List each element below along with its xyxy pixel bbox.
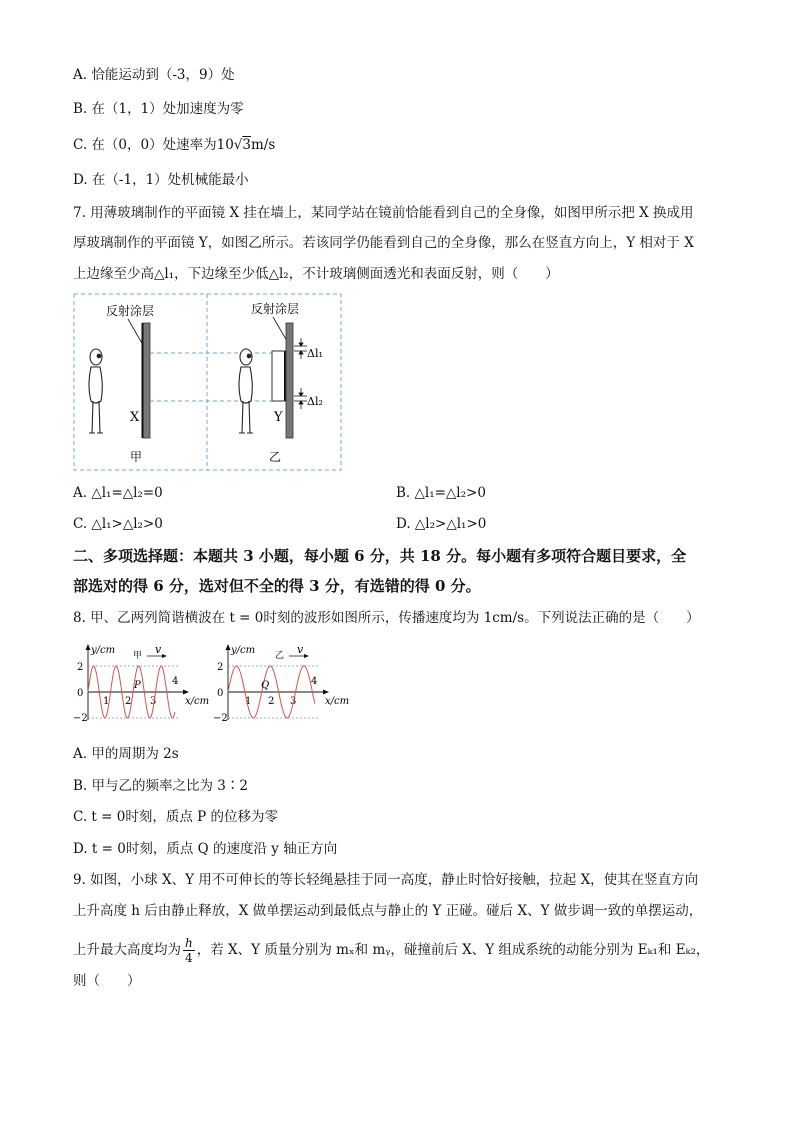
graph-right [213,643,329,724]
tick-x-2-right: 2 [268,696,275,707]
xlabel-right: x/cm [325,696,350,707]
ylabel-right: y/cm [231,645,256,656]
coating-label-left: 反射涂层 [106,304,155,318]
tick-x-2-left: 2 [125,696,132,707]
fraction-numerator: h [185,936,193,950]
mirror-y-label: Y [274,410,283,425]
tick-y-2-left: 2 [77,662,84,673]
q9-stem-line2: 上升高度 h 后由静止释放，X 做单摆运动到最低点与静止的 Y 正碰。碰后 X、Y 做步调一致的单摆运动， [73,903,703,919]
q7-stem-line2: 厚玻璃制作的平面镜 Y，如图乙所示。若该同学仍能看到自己的全身像，那么在竖直方向上，Y 相对于 X [73,235,694,251]
q6-option-c-coef: 10 [216,137,234,153]
tick-x-1-right: 1 [245,696,252,707]
tick-y-2-right: 2 [217,662,224,673]
q6-option-c-radicand: 3 [242,137,251,153]
ylabel-left: y/cm [91,645,116,656]
label-jia: 甲 [133,651,143,661]
q8-option-a: A. 甲的周期为 2s [73,746,179,762]
delta-l2-label: Δl₂ [307,395,323,408]
q9-line3-prefix: 上升最大高度均为 [73,942,181,958]
tick-x-3-right: 3 [290,696,297,707]
q7-option-a: A. △l₁=△l₂=0 [73,485,163,501]
q7-option-b: B. △l₁=△l₂>0 [396,485,486,501]
xlabel-left: x/cm [185,696,210,707]
tick-y-neg2-right: −2 [213,713,228,724]
q7-mirror-figure [73,293,343,473]
section2-heading-line1: 二、多项选择题：本题共 3 小题，每小题 6 分，共 18 分。每小题有多项符合题目要求，全 [73,547,687,565]
mirror-x [143,323,150,438]
fraction-denominator: 4 [185,951,193,965]
coating-pointer-left [128,319,143,345]
q7-stem-line3: 上边缘至少高△l₁，下边缘至少低△l₂，不计玻璃侧面透光和表面反射，则（ ） [73,266,559,282]
person-icon-right [239,349,253,433]
tick-x-1-left: 1 [103,696,110,707]
q6-option-c-text: C. 在（0，0）处速率为 [73,137,217,153]
tick-y-neg2-left: −2 [73,713,88,724]
person-icon-left [89,349,103,433]
delta-l1-label: Δl₁ [307,347,323,360]
point-p-label: P [134,680,141,691]
coating-label-right: 反射涂层 [251,302,300,316]
q6-option-a: A. 恰能运动到（-3，9）处 [73,67,235,83]
q9-stem-line4: 则（ ） [73,973,141,989]
q8-wave-graphs [73,640,363,726]
arrow-right-icon [162,654,167,658]
section2-heading-line2: 部选对的得 6 分，选对但不全的得 3 分，有选错的得 0 分。 [73,577,481,595]
wall-right [286,323,293,438]
tick-x-4-left: 4 [172,676,179,687]
q6-option-d: D. 在（-1，1）处机械能最小 [73,172,249,188]
point-q-label: Q [261,680,270,691]
q9-stem-line1: 9. 如图，小球 X、Y 用不可伸长的等长轻绳悬挂于同一高度，静止时恰好接触，拉起 X，使其在竖直方向 [73,872,699,888]
label-yi: 乙 [275,651,285,661]
q7-stem-line1: 7. 用薄玻璃制作的平面镜 X 挂在墙上，某同学站在镜前恰能看到自己的全身像，如图甲所示把 X 换成用 [73,205,694,221]
caption-left: 甲 [130,450,143,464]
caption-right: 乙 [269,450,282,464]
q7-option-c: C. △l₁>△l₂>0 [73,516,163,532]
q8-option-b: B. 甲与乙的频率之比为 3∶2 [73,778,248,794]
sqrt-sign-icon: √ [233,137,243,153]
velocity-label-left: v [155,643,162,656]
delta-l-markers [294,338,307,409]
coating-pointer-right [273,317,287,341]
q9-stem-line3 [73,932,709,968]
q8-stem: 8. 甲、乙两列简谐横波在 t = 0时刻的波形如图所示，传播速度均为 1cm/s。下列说法正确的是（ ） [73,610,700,626]
q6-option-b: B. 在（1，1）处加速度为零 [73,101,244,117]
q6-option-c [73,136,275,154]
tick-x-4-right: 4 [311,676,318,687]
q9-line3-suffix: ，若 X、Y 质量分别为 mₓ和 mᵧ，碰撞前后 X、Y 组成系统的动能分别为 Eₖ₁和 Eₖ₂， [196,942,710,958]
tick-y-0-right: 0 [217,688,224,699]
graph-left [73,643,189,724]
tick-x-3-left: 3 [150,696,157,707]
mirror-y-glass [272,351,285,401]
q8-option-d: D. t = 0时刻，质点 Q 的速度沿 y 轴正方向 [73,841,338,857]
mirror-x-label: X [130,410,140,425]
fraction-h-over-4 [183,936,195,965]
q7-option-d: D. △l₂>△l₁>0 [396,516,487,532]
q6-option-c-unit: m/s [251,137,276,153]
tick-y-0-left: 0 [77,688,84,699]
velocity-label-right: v [297,643,304,656]
q8-option-c: C. t = 0时刻，质点 P 的位移为零 [73,809,279,825]
arrow-right-icon [304,654,309,658]
